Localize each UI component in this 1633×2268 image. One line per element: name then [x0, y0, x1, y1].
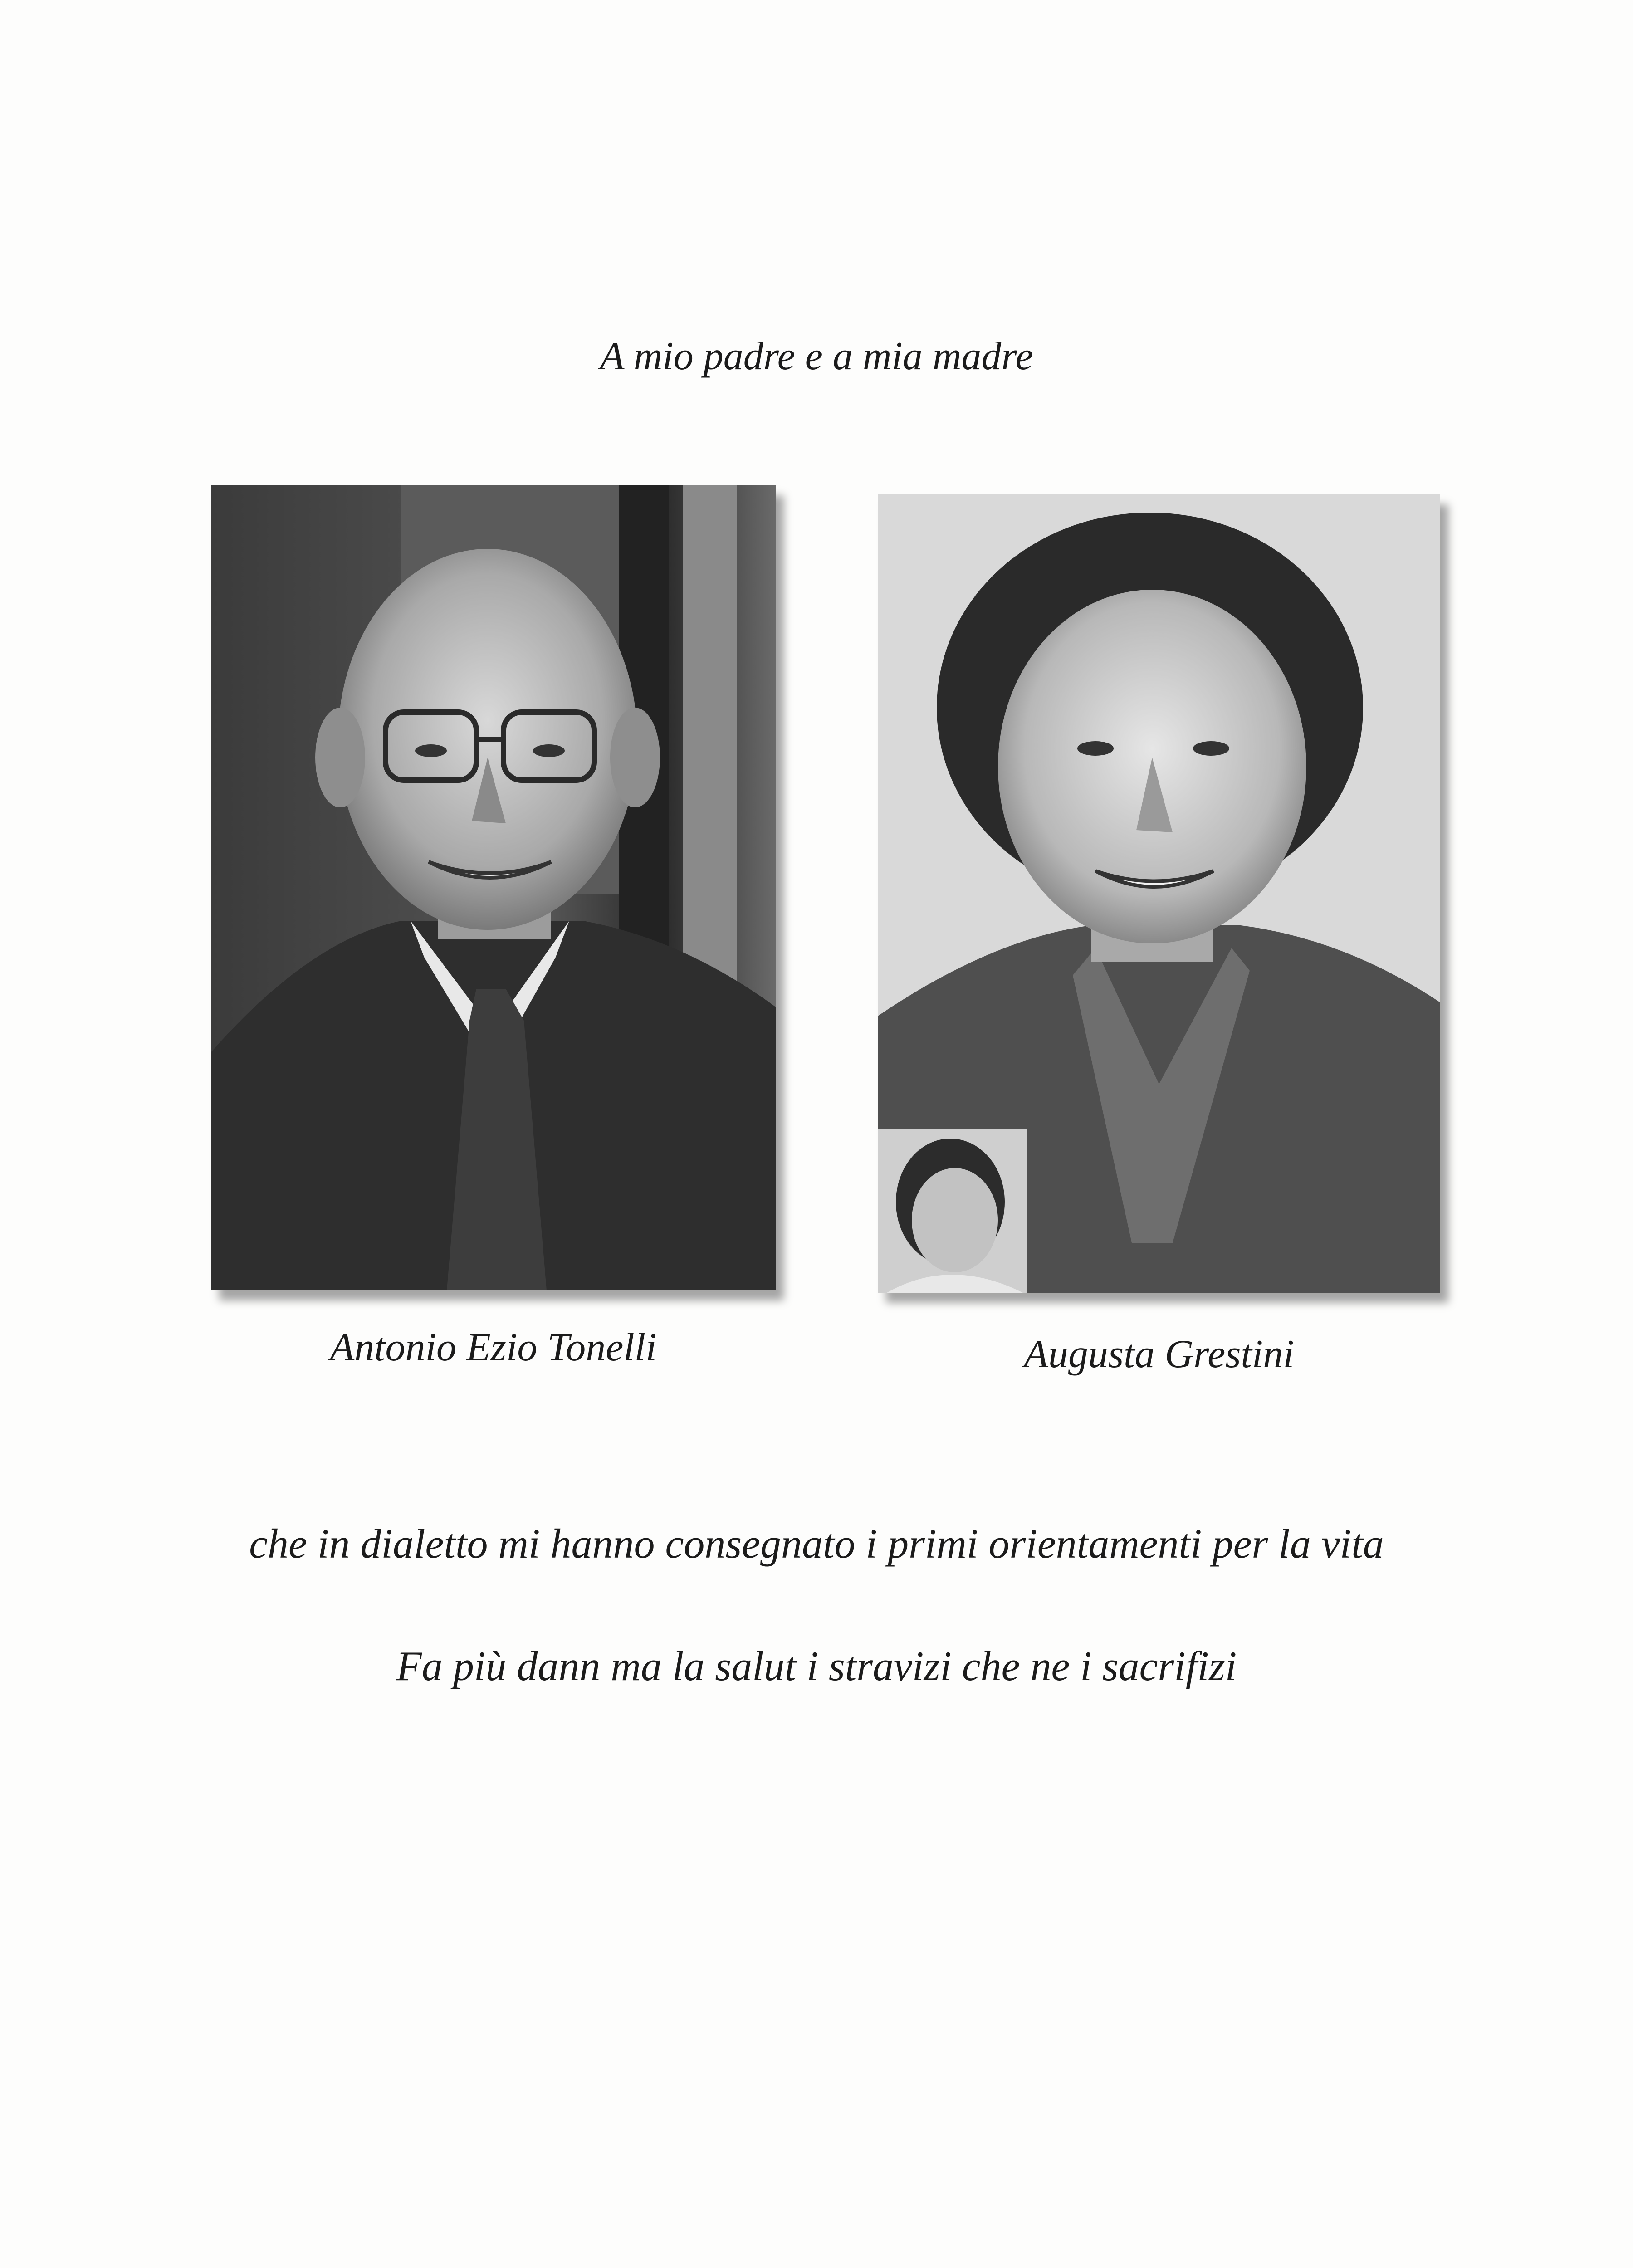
father-caption: Antonio Ezio Tonelli — [330, 1325, 657, 1369]
mother-portrait-photo — [878, 494, 1440, 1293]
dedication-line: A mio padre e a mia madre — [600, 334, 1033, 378]
father-portrait-photo — [211, 485, 776, 1290]
dedication-message: che in dialetto mi hanno consegnato i primi orientamenti per la vita — [249, 1520, 1384, 1567]
dialect-proverb: Fa più dann ma la salut i stravizi che ne i sacrifizi — [396, 1643, 1237, 1689]
mother-caption: Augusta Grestini — [1024, 1332, 1294, 1376]
